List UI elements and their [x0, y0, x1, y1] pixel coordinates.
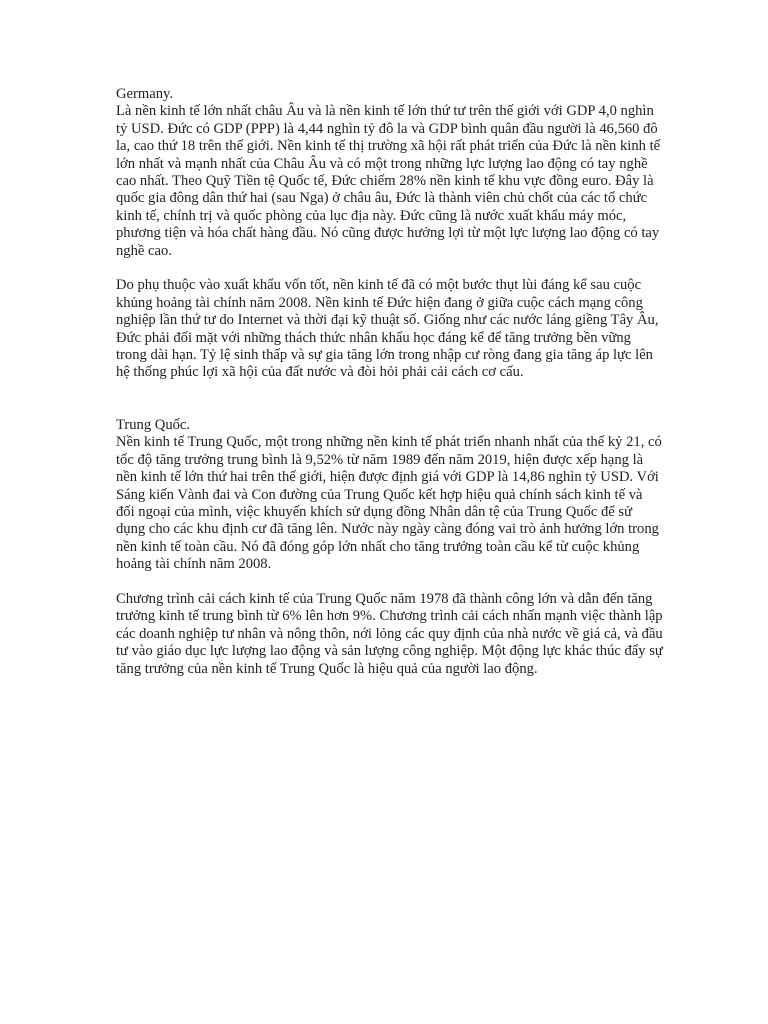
paragraph: Là nền kinh tế lớn nhất châu Âu và là nền kinh tế lớn thứ tư trên thế giới với GDP 4,0 nghìn tỷ USD. Đức có GDP (PPP) là 4,44 nghìn tỷ đô la và GDP bình quân đầu người là 46,560 đô la, cao thứ 18 trên thế giới. Nền kinh tế thị trường xã hội rất phát triển của Đức là nền kinh tế lớn nhất và mạnh nhất của Châu Âu và có một trong những lực lượng lao động có tay nghề cao nhất. Theo Quỹ Tiền tệ Quốc tế, Đức chiếm 28% nền kinh tế khu vực đồng euro. Đây là quốc gia đông dân thứ hai (sau Nga) ở châu âu, Đức là thành viên chủ chốt của các tổ chức kinh tế, chính trị và quốc phòng của lục địa này. Đức cũng là nước xuất khẩu máy móc, phương tiện và hóa chất hàng đầu. Nó cũng được hưởng lợi từ một lực lượng lao động có tay nghề cao. — [116, 103, 661, 259]
section-china — [116, 417, 664, 678]
section-germany — [116, 86, 664, 382]
paragraph-spacer — [116, 574, 664, 591]
document-page — [116, 86, 664, 678]
section-spacer — [116, 382, 664, 417]
paragraph-spacer — [116, 260, 664, 277]
section-heading: Trung Quốc. — [116, 416, 191, 433]
paragraph: Nền kinh tế Trung Quốc, một trong những nền kinh tế phát triển nhanh nhất của thế kỷ 21, có tốc độ tăng trưởng trung bình là 9,52% từ năm 1989 đến năm 2019, hiện được xếp hạng là nền kinh tế lớn thứ hai trên thế giới, hiện được định giá với GDP là 14,86 nghìn tỷ USD. Với Sáng kiến Vành đai và Con đường của Trung Quốc kết hợp hiệu quả chính sách kinh tế và đối ngoại của mình, việc khuyến khích sử dụng đồng Nhân dân tệ của Trung Quốc để sử dụng cho các khu định cư đã tăng lên. Nước này ngày càng đóng vai trò ảnh hưởng lớn trong nền kinh tế toàn cầu. Nó đã đóng góp lớn nhất cho tăng trưởng toàn cầu kể từ cuộc khủng hoảng tài chính năm 2008. — [116, 434, 662, 573]
section-heading: Germany. — [116, 86, 173, 102]
paragraph: Chương trình cải cách kinh tế của Trung Quốc năm 1978 đã thành công lớn và dẫn đến tăng trưởng kinh tế trung bình từ 6% lên hơn 9%. Chương trình cải cách nhấn mạnh việc thành lập các doanh nghiệp tư nhân và nông thôn, nới lỏng các quy định của nhà nước về giá cả, và đầu tư vào giáo dục lực lượng lao động và sản lượng công nghiệp. Một động lực khác thúc đẩy sự tăng trưởng của nền kinh tế Trung Quốc là hiệu quả của người lao động. — [116, 590, 663, 677]
paragraph: Do phụ thuộc vào xuất khẩu vốn tốt, nền kinh tế đã có một bước thụt lùi đáng kể sau cuộc khủng hoảng tài chính năm 2008. Nền kinh tế Đức hiện đang ở giữa cuộc cách mạng công nghiệp lần thứ tư do Internet và thời đại kỹ thuật số. Giống như các nước láng giềng Tây Âu, Đức phải đối mặt với những thách thức nhân khẩu học đáng kể để tăng trưởng bền vững trong dài hạn. Tỷ lệ sinh thấp và sự gia tăng lớn trong nhập cư ròng đang gia tăng áp lực lên hệ thống phúc lợi xã hội của đất nước và đòi hỏi phải cải cách cơ cấu. — [116, 277, 659, 381]
